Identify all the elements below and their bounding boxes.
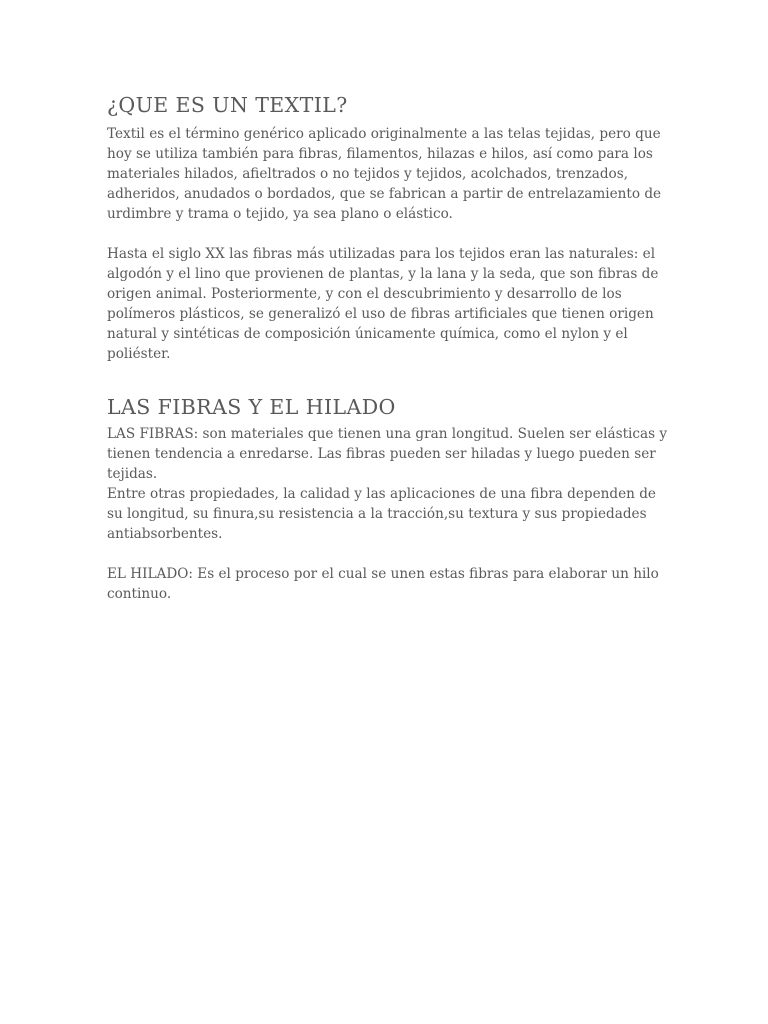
text-line: tejidas. [107,466,158,482]
text-line: antiabsorbentes. [107,526,223,542]
text-line: poliéster. [107,346,171,362]
text-line: Textil es el término genérico aplicado originalmente a las telas tejidas, pero que [107,126,661,142]
document-page [107,92,667,604]
paragraph-textil-definition [107,124,667,224]
text-line: materiales hilados, afieltrados o no tejidos y tejidos, acolchados, trenzados, [107,166,629,182]
text-line: urdimbre y trama o tejido, ya sea plano o elástico. [107,206,453,222]
heading-que-es-un-textil: ¿QUE ES UN TEXTIL? [107,93,348,117]
text-line: natural y sintéticas de composición únicamente química, como el nylon y el [107,326,628,342]
text-line: adheridos, anudados o bordados, que se fabrican a partir de entrelazamiento de [107,186,662,202]
text-line: LAS FIBRAS: son materiales que tienen una gran longitud. Suelen ser elásticas y [107,426,668,442]
paragraph-las-fibras [107,424,667,544]
text-line: origen animal. Posteriormente, y con el descubrimiento y desarrollo de los [107,286,622,302]
text-line: EL HILADO: Es el proceso por el cual se unen estas fibras para elaborar un hilo [107,566,659,582]
paragraph-spacer [107,544,667,564]
text-line: Entre otras propiedades, la calidad y las aplicaciones de una fibra dependen de [107,486,656,502]
text-line: tienen tendencia a enredarse. Las fibras pueden ser hiladas y luego pueden ser [107,446,656,462]
paragraph-fibras-historia [107,244,667,364]
paragraph-spacer [107,224,667,244]
text-line: continuo. [107,586,172,602]
text-line: hoy se utiliza también para fibras, filamentos, hilazas e hilos, así como para los [107,146,653,162]
heading-las-fibras-y-el-hilado: LAS FIBRAS Y EL HILADO [107,395,396,419]
paragraph-el-hilado [107,564,667,604]
text-line: algodón y el lino que provienen de plantas, y la lana y la seda, que son fibras de [107,266,659,282]
text-line: polímeros plásticos, se generalizó el uso de fibras artificiales que tienen origen [107,306,654,322]
text-line: Hasta el siglo XX las fibras más utilizadas para los tejidos eran las naturales: el [107,246,656,262]
text-line: su longitud, su finura,su resistencia a la tracción,su textura y sus propiedades [107,506,647,522]
